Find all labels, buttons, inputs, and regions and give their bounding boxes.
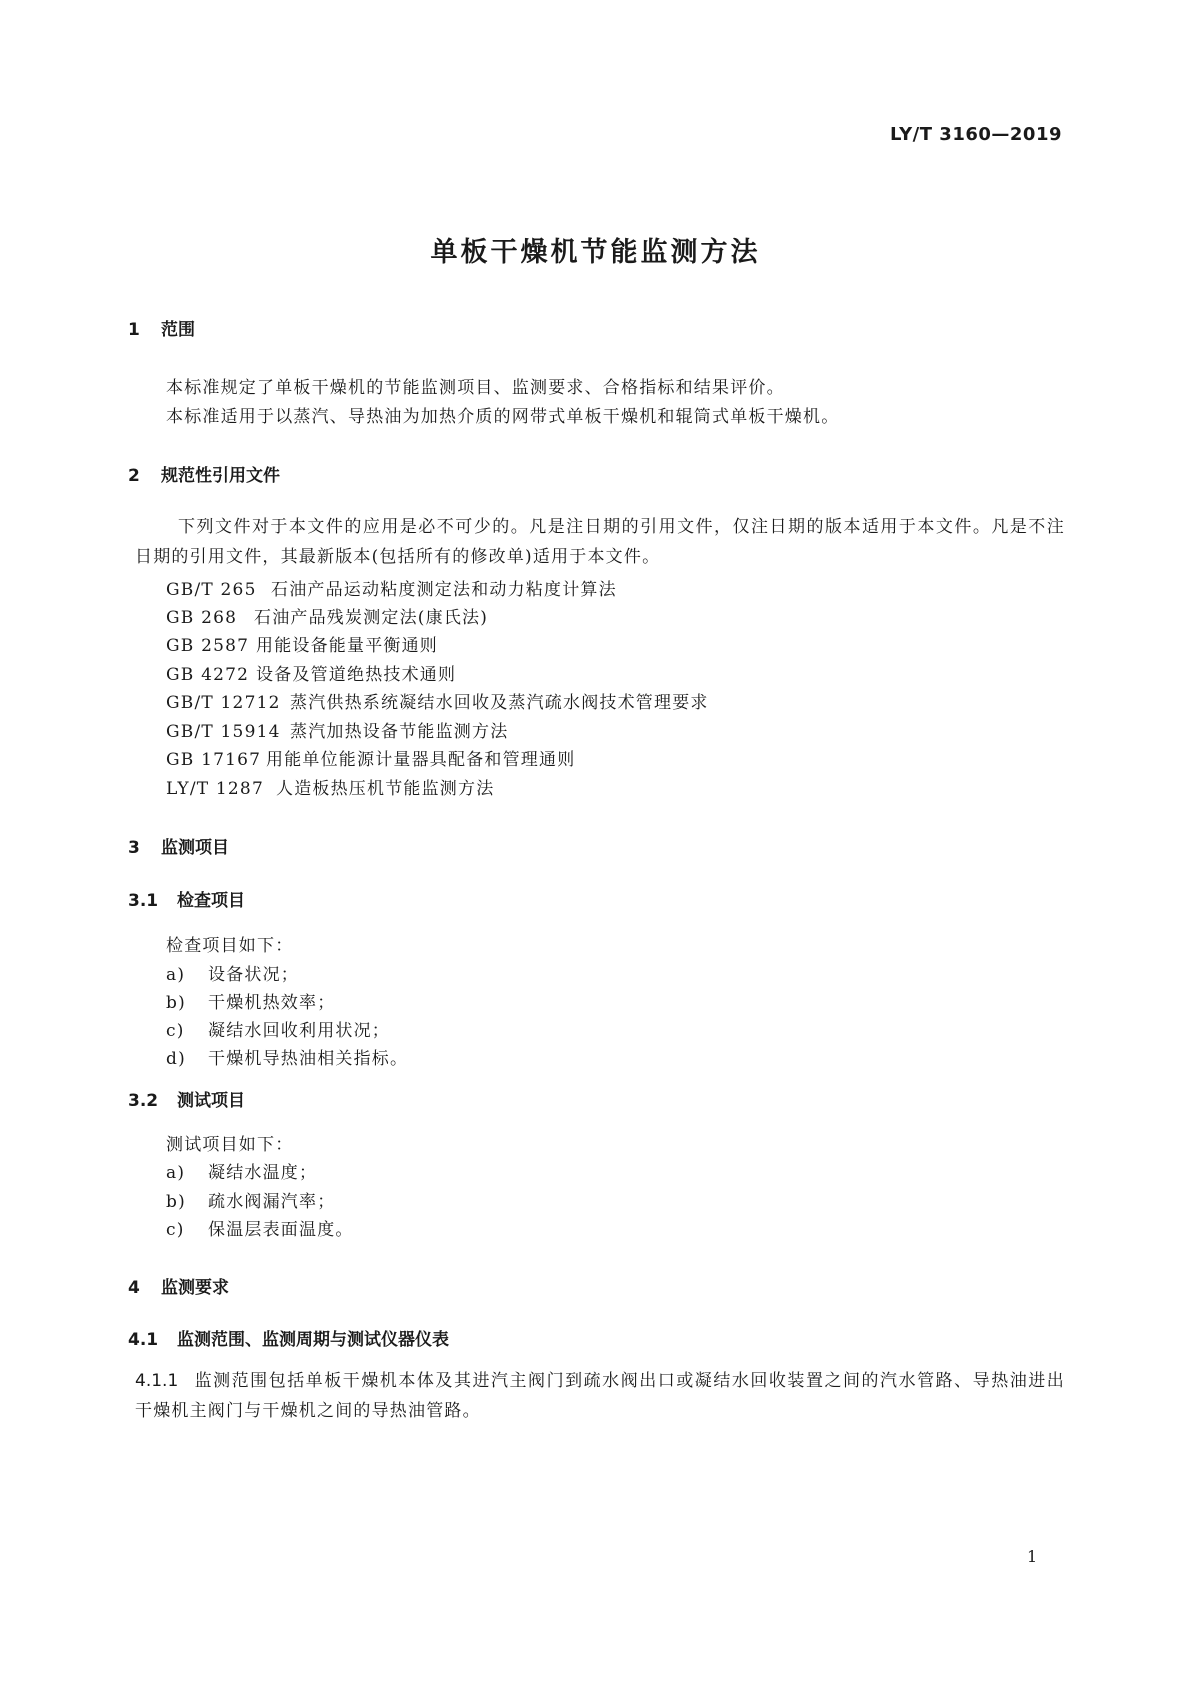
section-title: 测试项目	[177, 1091, 245, 1111]
section-title: 监测项目	[161, 838, 229, 858]
reference-item	[166, 603, 488, 628]
section-number: 3.2	[128, 1091, 159, 1111]
subsection-3-2-heading	[128, 1086, 245, 1111]
section-3-heading	[128, 833, 229, 858]
clause-text: 监测范围包括单板干燥机本体及其进汽主阀门到疏水阀出口或凝结水回收装置之间的汽水管路、导热油进出干燥机主阀门与干燥机之间的导热油管路。	[135, 1371, 1065, 1421]
reference-code: GB 2587	[166, 636, 250, 656]
section-title: 监测范围、监测周期与测试仪器仪表	[177, 1330, 449, 1350]
reference-item	[166, 575, 617, 600]
section-number: 4.1	[128, 1330, 159, 1350]
section-number: 3	[128, 838, 140, 858]
reference-code: GB 268	[166, 608, 238, 628]
standard-code: LY/T 3160—2019	[889, 124, 1062, 145]
reference-name: 石油产品运动粘度测定法和动力粘度计算法	[271, 580, 617, 600]
reference-name: 蒸汽供热系统凝结水回收及蒸汽疏水阀技术管理要求	[290, 693, 709, 713]
reference-code: GB/T 12712	[166, 693, 281, 713]
section-number: 2	[128, 466, 140, 486]
list-text: 干燥机热效率；	[208, 993, 336, 1013]
list-text: 凝结水温度；	[208, 1163, 318, 1183]
section-title: 范围	[161, 320, 195, 340]
section-number: 3.1	[128, 891, 159, 911]
list-marker: d)	[166, 1049, 186, 1069]
reference-code: GB 17167	[166, 750, 262, 770]
list-text: 疏水阀漏汽率；	[208, 1192, 336, 1212]
reference-item	[166, 717, 508, 742]
reference-item	[166, 688, 709, 713]
list-text: 干燥机导热油相关指标。	[208, 1049, 409, 1069]
clause-number: 4.1.1	[135, 1371, 179, 1391]
list-marker: b)	[166, 993, 186, 1013]
section-title: 规范性引用文件	[161, 466, 280, 486]
list-intro: 检查项目如下：	[166, 936, 294, 956]
reference-name: 蒸汽加热设备节能监测方法	[290, 722, 509, 742]
reference-item	[166, 660, 456, 685]
paragraph: 本标准适用于以蒸汽、导热油为加热介质的网带式单板干燥机和辊筒式单板干燥机。	[166, 407, 840, 427]
section-number: 1	[128, 320, 140, 340]
reference-code: GB/T 265	[166, 580, 257, 600]
section-title: 监测要求	[161, 1278, 229, 1298]
list-intro: 测试项目如下：	[166, 1135, 294, 1155]
paragraph: 本标准规定了单板干燥机的节能监测项目、监测要求、合格指标和结果评价。	[166, 378, 785, 398]
reference-name: 石油产品残炭测定法(康氏法)	[254, 608, 489, 628]
reference-item	[166, 745, 575, 770]
document-title: 单板干燥机节能监测方法	[430, 237, 761, 268]
subsection-4-1-heading	[128, 1325, 449, 1350]
list-marker: b)	[166, 1192, 186, 1212]
list-item	[166, 988, 335, 1013]
subsection-3-1-heading	[128, 886, 245, 911]
paragraph: 下列文件对于本文件的应用是必不可少的。凡是注日期的引用文件，仅注日期的版本适用于本文件。凡是不注日期的引用文件，其最新版本(包括所有的修改单)适用于本文件。	[135, 517, 1065, 567]
list-marker: a)	[166, 1163, 186, 1183]
list-marker: c)	[166, 1021, 185, 1041]
section-4-heading	[128, 1273, 229, 1298]
list-item	[166, 1158, 317, 1183]
clause-4-1-1	[135, 1366, 1065, 1426]
list-item	[166, 1187, 335, 1212]
list-text: 设备状况；	[208, 965, 299, 985]
reference-name: 人造板热压机节能监测方法	[276, 779, 495, 799]
section-2-heading	[128, 461, 280, 486]
list-text: 凝结水回收利用状况；	[208, 1021, 390, 1041]
list-item	[166, 960, 299, 985]
page-number: 1	[1027, 1547, 1038, 1566]
list-text: 保温层表面温度。	[208, 1220, 354, 1240]
reference-item	[166, 774, 494, 799]
reference-item	[166, 631, 438, 656]
section-1-heading	[128, 315, 195, 340]
reference-name: 用能单位能源计量器具配备和管理通则	[266, 750, 576, 770]
list-item	[166, 1044, 408, 1069]
reference-code: GB/T 15914	[166, 722, 281, 742]
list-item	[166, 1016, 390, 1041]
reference-name: 设备及管道绝热技术通则	[256, 665, 457, 685]
section-title: 检查项目	[177, 891, 245, 911]
reference-code: GB 4272	[166, 665, 250, 685]
list-marker: a)	[166, 965, 186, 985]
section-number: 4	[128, 1278, 140, 1298]
list-item	[166, 1215, 354, 1240]
reference-name: 用能设备能量平衡通则	[256, 636, 438, 656]
reference-code: LY/T 1287	[166, 779, 264, 799]
list-marker: c)	[166, 1220, 185, 1240]
